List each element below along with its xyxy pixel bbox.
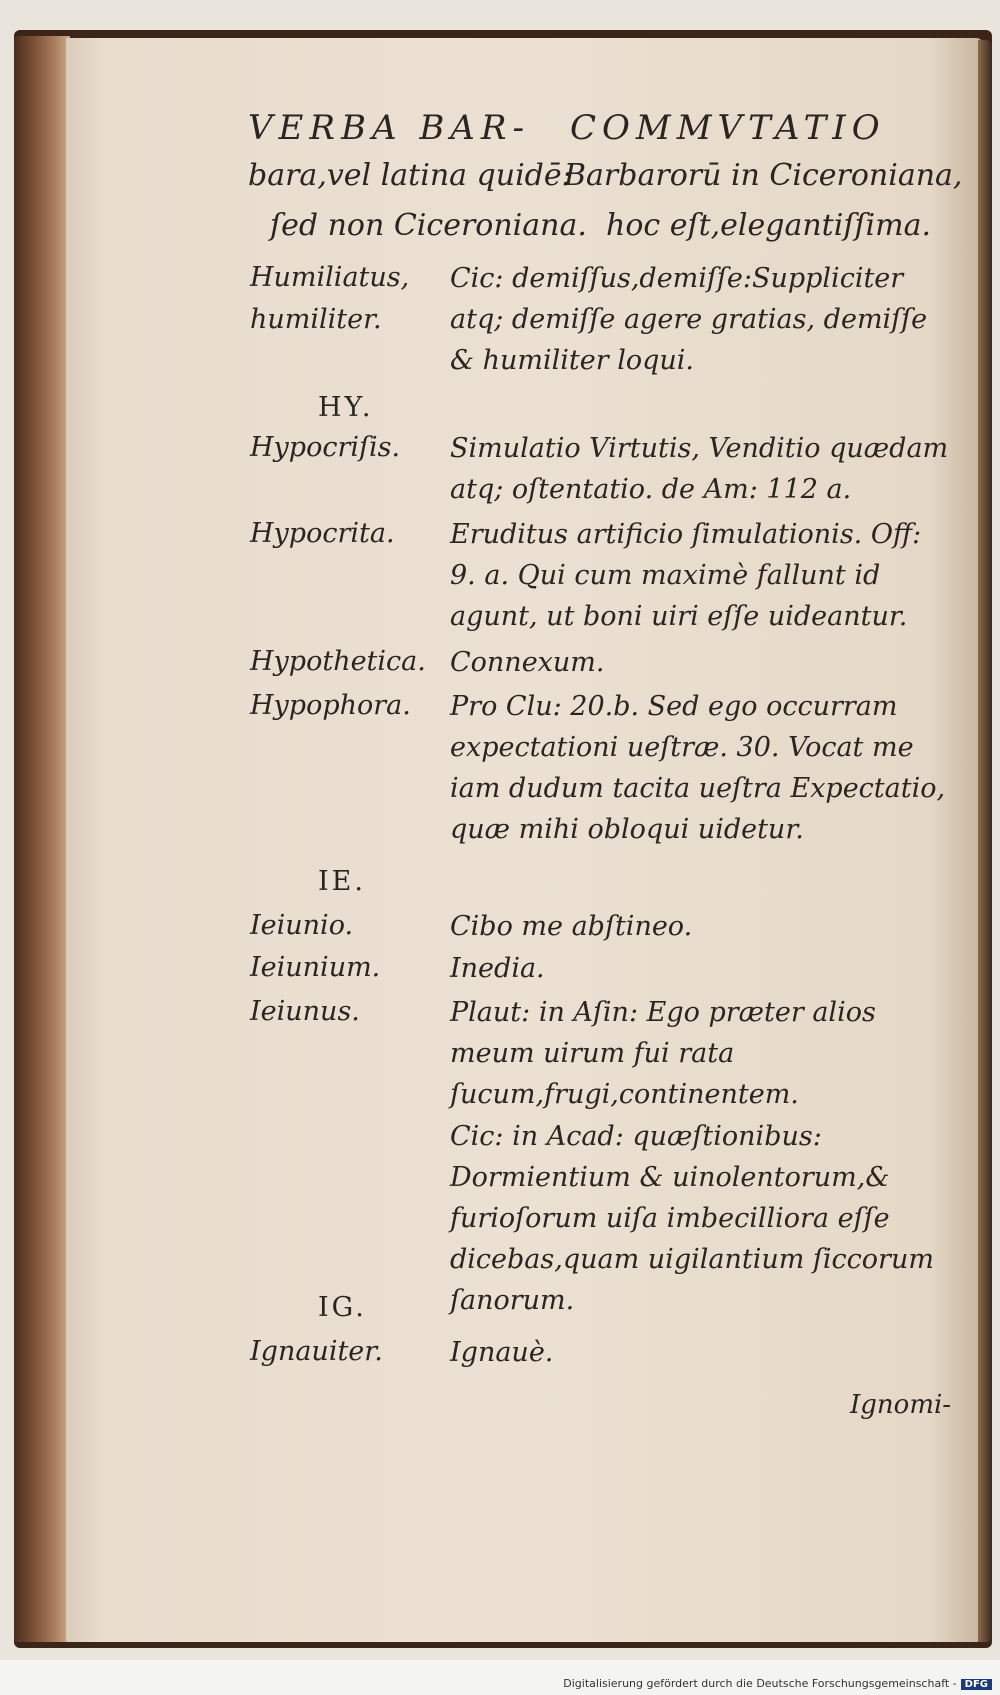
header-left-line3: ſed non Ciceroniana. xyxy=(270,208,587,243)
entry-def-ieiunus-cic: Cic: in Acad: quæſtionibus: Dormientium & uinolentorum,& furioſorum uiſa imbecilliora eſſe dicebas,quam uigilantium ſiccorum ſanorum. xyxy=(450,1121,934,1316)
entry-def-ieiunus: Plaut: in Aſin: Ego præter alios meum uirum fui rata ſucum,frugi,continentem. xyxy=(450,997,876,1110)
entry-def-hypocrita: Eruditus artificio ſimulationis. Off: 9. a. Qui cum maximè fallunt id agunt, ut boni uiri eſſe uideantur. xyxy=(450,519,922,632)
footer-text: Digitalisierung gefördert durch die Deutsche Forschungsgemeinschaft - xyxy=(563,1677,957,1690)
digitization-footer xyxy=(563,1677,992,1690)
entry-term-ieiunium: Ieiunium. xyxy=(250,952,381,983)
entry-def-ieiunio: Cibo me abſtineo. xyxy=(450,911,693,942)
letter-heading-ig: IG. xyxy=(318,1292,367,1323)
letter-heading-ie: IE. xyxy=(318,866,366,897)
header-left-line2: bara,vel latina quidē: xyxy=(248,158,572,193)
header-right-line1: COMMVTATIO xyxy=(570,108,886,148)
entry-def-hypocrisis: Simulatio Virtutis, Venditio quædam atq; oſtentatio. de Am: 112 a. xyxy=(450,433,949,505)
entry-term-humiliter: humiliter. xyxy=(250,304,382,335)
entry-def-ieiunium: Inedia. xyxy=(450,953,545,984)
dfg-logo: DFG xyxy=(961,1679,992,1690)
entry-def-ignauiter: Ignauè. xyxy=(450,1337,554,1368)
entry-term-hypocrisis: Hypocriſis. xyxy=(250,432,401,463)
entry-term-ieiunio: Ieiunio. xyxy=(250,910,354,941)
letter-heading-hy: HY. xyxy=(318,392,374,423)
entry-term-ignauiter: Ignauiter. xyxy=(250,1336,383,1367)
entry-term-ieiunus: Ieiunus. xyxy=(250,996,360,1027)
entry-term-hypocrita: Hypocrita. xyxy=(250,518,395,549)
entry-term-hypophora: Hypophora. xyxy=(250,690,411,721)
entry-term-hypothetica: Hypothetica. xyxy=(250,646,426,677)
header-right-line2: Barbarorū in Ciceroniana, xyxy=(564,158,963,193)
entry-term-humiliatus: Humiliatus, xyxy=(250,262,410,293)
entry-def-hypophora: Pro Clu: 20.b. Sed ego occurram expectationi ueſtræ. 30. Vocat me iam dudum tacita ueſtra Expectatio, quæ mihi obloqui uidetur. xyxy=(450,691,946,845)
entry-def-humiliter: Cic: demiſſus,demiſſe:Suppliciter atq; demiſſe agere gratias, demiſſe & humiliter loqui. xyxy=(450,263,928,376)
header-left-line1: VERBA BAR- xyxy=(248,108,530,148)
entry-def-hypothetica: Connexum. xyxy=(450,647,605,678)
header-right-line3: hoc eſt,elegantiſſima. xyxy=(606,208,932,243)
catchword: Ignomi- xyxy=(850,1390,952,1420)
